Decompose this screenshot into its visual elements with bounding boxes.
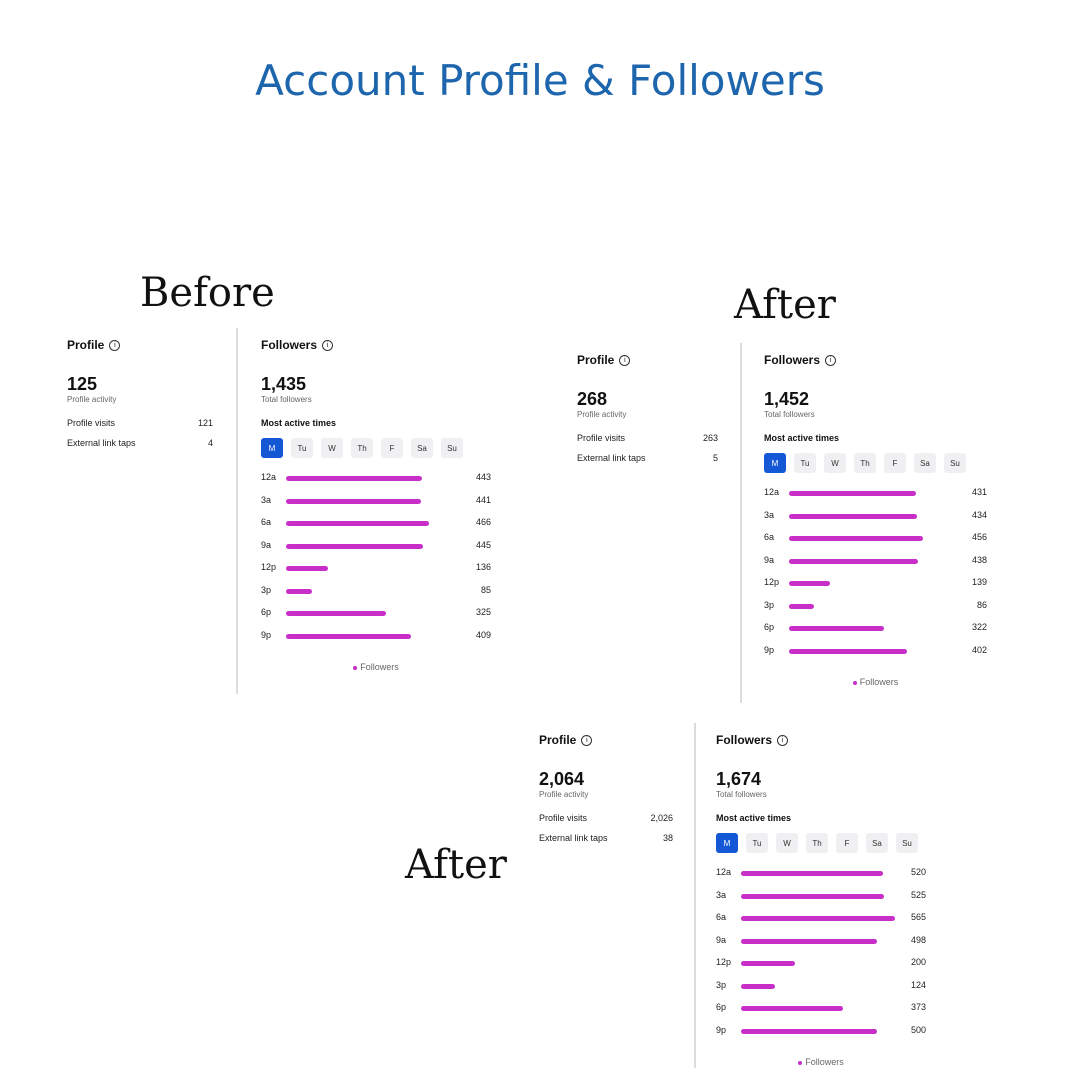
followers-bar — [789, 514, 917, 519]
followers-bar — [286, 634, 411, 639]
day-tab-sa[interactable]: Sa — [866, 833, 888, 853]
bar-label: 12a — [261, 472, 277, 482]
bar-label: 9a — [764, 554, 775, 565]
bar-value: 466 — [475, 517, 491, 527]
followers-bar — [789, 626, 884, 631]
total-followers-value: 1,435 — [261, 374, 307, 394]
bar-row-6a — [764, 532, 987, 555]
bar-row-12p — [716, 957, 926, 980]
divider — [740, 343, 742, 703]
day-tab-su[interactable]: Su — [896, 833, 918, 853]
day-tab-tu[interactable]: Tu — [794, 453, 816, 473]
profile-visits-row: Profile visits 121 — [67, 418, 213, 428]
day-tab-tu[interactable]: Tu — [291, 438, 313, 458]
profile-heading: Profile i — [577, 353, 718, 367]
profile-visits-row: Profile visits 2,026 — [539, 813, 673, 823]
active-times-chart — [716, 867, 926, 1047]
most-active-times-label: Most active times — [261, 418, 337, 428]
followers-bar — [286, 611, 386, 616]
bar-value: 124 — [910, 979, 926, 990]
bar-label: 9a — [716, 934, 727, 945]
bar-row-9p — [261, 630, 491, 653]
info-icon[interactable]: i — [322, 340, 333, 351]
followers-bar — [286, 476, 422, 481]
bar-label: 3p — [764, 599, 775, 610]
profile-activity-value: 268 — [577, 389, 608, 409]
followers-bar — [286, 566, 328, 571]
bar-label: 3a — [716, 889, 727, 900]
day-tab-w[interactable]: W — [776, 833, 798, 853]
bar-value: 409 — [475, 629, 491, 640]
day-tab-w[interactable]: W — [321, 438, 343, 458]
bar-row-12a — [716, 867, 926, 890]
bar-row-6p — [764, 622, 987, 645]
profile-activity-value: 2,064 — [539, 769, 585, 789]
profile-activity-label: Profile activity — [577, 410, 627, 419]
bar-value: 443 — [475, 472, 491, 482]
bar-label: 3a — [261, 494, 272, 505]
day-tab-sa[interactable]: Sa — [411, 438, 433, 458]
followers-section — [261, 338, 491, 672]
bar-value: 500 — [910, 1024, 926, 1035]
total-followers-value: 1,674 — [716, 769, 762, 789]
bar-value: 520 — [910, 867, 926, 877]
day-tab-sa[interactable]: Sa — [914, 453, 936, 473]
bar-row-3a — [261, 495, 491, 518]
profile-heading: Profile i — [67, 338, 213, 352]
bar-value: 565 — [910, 912, 926, 922]
bar-row-3p — [716, 980, 926, 1003]
external-link-taps-row: External link taps 5 — [577, 453, 718, 463]
bar-value: 402 — [971, 644, 987, 655]
followers-bar — [286, 521, 429, 526]
bar-label: 6a — [764, 532, 775, 542]
bar-label: 6a — [716, 912, 727, 922]
followers-bar — [741, 984, 775, 989]
bar-label: 6p — [261, 607, 272, 617]
day-tab-m[interactable]: M — [716, 833, 738, 853]
profile-section — [539, 733, 673, 843]
bar-value: 325 — [475, 607, 491, 617]
bar-label: 12a — [764, 487, 780, 497]
bar-label: 6p — [716, 1002, 727, 1012]
total-followers-label: Total followers — [716, 790, 767, 799]
bar-value: 136 — [475, 562, 491, 572]
bar-row-9a — [716, 935, 926, 958]
followers-bar — [741, 916, 895, 921]
bar-value: 445 — [475, 539, 491, 550]
bar-value: 431 — [971, 487, 987, 497]
followers-bar — [286, 589, 312, 594]
bar-value: 438 — [971, 554, 987, 565]
bar-value: 85 — [480, 584, 491, 595]
bar-label: 12p — [716, 957, 732, 967]
bar-row-9p — [764, 645, 987, 668]
followers-bar — [741, 1029, 877, 1034]
followers-bar — [741, 961, 795, 966]
bar-row-6a — [716, 912, 926, 935]
day-tab-f[interactable]: F — [836, 833, 858, 853]
most-active-times-label: Most active times — [764, 433, 840, 443]
followers-section — [764, 353, 987, 687]
followers-bar — [789, 559, 918, 564]
info-icon[interactable]: i — [581, 735, 592, 746]
bar-value: 139 — [971, 577, 987, 587]
most-active-times-label: Most active times — [716, 813, 792, 823]
day-tab-m[interactable]: M — [261, 438, 283, 458]
profile-activity-label: Profile activity — [67, 395, 117, 404]
chart-legend: Followers — [716, 1057, 926, 1067]
divider — [694, 723, 696, 1068]
active-times-chart — [764, 487, 987, 667]
day-tabs — [716, 833, 926, 853]
bar-label: 3a — [764, 509, 775, 520]
bar-label: 9a — [261, 539, 272, 550]
followers-bar — [789, 649, 907, 654]
day-tab-su[interactable]: Su — [441, 438, 463, 458]
day-tab-th[interactable]: Th — [854, 453, 876, 473]
bar-row-12p — [764, 577, 987, 600]
followers-heading: Followers i — [261, 338, 491, 352]
divider — [236, 328, 238, 694]
legend-dot-icon — [853, 681, 857, 685]
bar-value: 441 — [475, 494, 491, 505]
bar-row-9a — [261, 540, 491, 563]
bar-value: 322 — [971, 622, 987, 632]
bar-value: 498 — [910, 934, 926, 945]
followers-bar — [789, 491, 916, 496]
followers-bar — [741, 939, 877, 944]
profile-activity-value: 125 — [67, 374, 98, 394]
bar-label: 3p — [716, 979, 727, 990]
bar-value: 525 — [910, 889, 926, 900]
total-followers-label: Total followers — [764, 410, 815, 419]
bar-row-12a — [764, 487, 987, 510]
bar-label: 6p — [764, 622, 775, 632]
bar-row-3a — [764, 510, 987, 533]
followers-bar — [286, 544, 423, 549]
legend-dot-icon — [798, 1061, 802, 1065]
followers-heading: Followers i — [716, 733, 926, 747]
bar-label: 12a — [716, 867, 732, 877]
bar-row-3a — [716, 890, 926, 913]
followers-bar — [741, 894, 884, 899]
bar-value: 373 — [910, 1002, 926, 1012]
profile-heading: Profile i — [539, 733, 673, 747]
legend-dot-icon — [353, 666, 357, 670]
panel-label-before: Before — [140, 270, 275, 316]
day-tab-f[interactable]: F — [884, 453, 906, 473]
info-icon[interactable]: i — [109, 340, 120, 351]
bar-value: 434 — [971, 509, 987, 520]
profile-section — [577, 353, 718, 463]
total-followers-label: Total followers — [261, 395, 312, 404]
active-times-chart — [261, 472, 491, 652]
bar-row-12p — [261, 562, 491, 585]
bar-label: 6a — [261, 517, 272, 527]
bar-row-6p — [716, 1002, 926, 1025]
bar-label: 9p — [261, 629, 272, 640]
followers-bar — [741, 1006, 843, 1011]
day-tab-th[interactable]: Th — [351, 438, 373, 458]
day-tab-th[interactable]: Th — [806, 833, 828, 853]
day-tab-su[interactable]: Su — [944, 453, 966, 473]
bar-row-12a — [261, 472, 491, 495]
bar-label: 12p — [764, 577, 780, 587]
bar-label: 9p — [716, 1024, 727, 1035]
followers-bar — [789, 604, 814, 609]
day-tab-tu[interactable]: Tu — [746, 833, 768, 853]
followers-bar — [741, 871, 883, 876]
bar-label: 3p — [261, 584, 272, 595]
bar-value: 456 — [971, 532, 987, 542]
bar-value: 86 — [976, 599, 987, 610]
day-tab-w[interactable]: W — [824, 453, 846, 473]
day-tabs — [261, 438, 491, 458]
bar-row-9a — [764, 555, 987, 578]
external-link-taps-row: External link taps 38 — [539, 833, 673, 843]
followers-bar — [789, 536, 923, 541]
day-tab-m[interactable]: M — [764, 453, 786, 473]
bar-row-3p — [764, 600, 987, 623]
bar-row-9p — [716, 1025, 926, 1048]
panel-label-after-2: After — [405, 842, 507, 888]
external-link-taps-row: External link taps 4 — [67, 438, 213, 448]
chart-legend: Followers — [764, 677, 987, 687]
bar-row-3p — [261, 585, 491, 608]
day-tab-f[interactable]: F — [381, 438, 403, 458]
profile-activity-label: Profile activity — [539, 790, 589, 799]
info-icon[interactable]: i — [777, 735, 788, 746]
bar-value: 200 — [910, 957, 926, 967]
total-followers-value: 1,452 — [764, 389, 810, 409]
info-icon[interactable]: i — [825, 355, 836, 366]
followers-section — [716, 733, 926, 1067]
bar-row-6p — [261, 607, 491, 630]
panel-label-after-1: After — [734, 282, 836, 328]
bar-row-6a — [261, 517, 491, 540]
day-tabs — [764, 453, 987, 473]
chart-legend: Followers — [261, 662, 491, 672]
followers-bar — [789, 581, 830, 586]
bar-label: 12p — [261, 562, 277, 572]
bar-label: 9p — [764, 644, 775, 655]
page-title: Account Profile & Followers — [255, 56, 825, 105]
followers-bar — [286, 499, 421, 504]
info-icon[interactable]: i — [619, 355, 630, 366]
profile-visits-row: Profile visits 263 — [577, 433, 718, 443]
followers-heading: Followers i — [764, 353, 987, 367]
profile-section — [67, 338, 213, 448]
